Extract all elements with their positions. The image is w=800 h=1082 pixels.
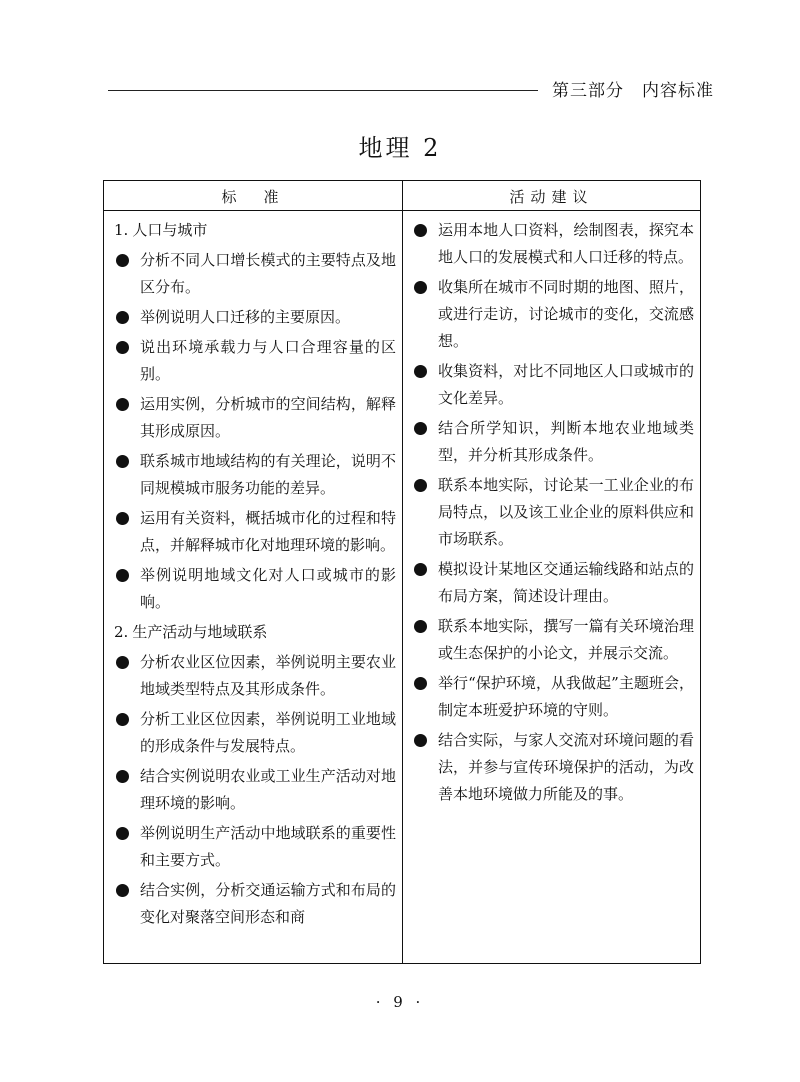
standard-item (114, 505, 396, 559)
activity-item-text: 收集资料，对比不同地区人口或城市的文化差异。 (438, 362, 694, 407)
standard-item-text: 举例说明生产活动中地域联系的重要性和主要方式。 (140, 824, 396, 869)
standards-column (114, 217, 396, 934)
standard-item-text: 分析工业区位因素，举例说明工业地域的形成条件与发展特点。 (140, 710, 396, 755)
activity-item (412, 556, 694, 610)
standard-item (114, 334, 396, 388)
standard-item (114, 247, 396, 301)
bullet-dot-icon (414, 422, 427, 435)
activity-item (412, 670, 694, 724)
activity-item (412, 274, 694, 355)
bullet-dot-icon (414, 734, 427, 747)
section-heading (114, 619, 396, 646)
standard-item (114, 304, 396, 331)
standard-item-text: 结合实例，分析交通运输方式和布局的变化对聚落空间形态和商 (140, 881, 396, 926)
header-standard: 标 准 (221, 188, 285, 206)
standard-item (114, 706, 396, 760)
activity-item (412, 415, 694, 469)
activity-item-text: 结合实际，与家人交流对环境问题的看法，并参与宣传环境保护的活动，为改善本地环境做力所能及的事。 (438, 731, 694, 803)
bullet-dot-icon (116, 713, 129, 726)
section-title: 生产活动与地域联系 (132, 623, 268, 641)
activity-item-text: 联系本地实际，撰写一篇有关环境治理或生态保护的小论文，并展示交流。 (438, 617, 694, 662)
page-title: 地理 2 (358, 134, 442, 162)
activity-item-text: 收集所在城市不同时期的地图、照片，或进行走访，讨论城市的变化，交流感想。 (438, 278, 694, 350)
activity-item (412, 727, 694, 808)
bullet-dot-icon (116, 455, 129, 468)
standard-item-text: 联系城市地域结构的有关理论，说明不同规模城市服务功能的差异。 (140, 452, 396, 497)
standard-item (114, 448, 396, 502)
standard-item (114, 649, 396, 703)
activity-item (412, 472, 694, 553)
standard-item (114, 562, 396, 616)
column-divider (402, 181, 403, 963)
bullet-dot-icon (116, 398, 129, 411)
standard-item-text: 举例说明人口迁移的主要原因。 (140, 308, 351, 326)
activity-item-text: 模拟设计某地区交通运输线路和站点的布局方案，简述设计理由。 (438, 560, 694, 605)
bullet-dot-icon (116, 254, 129, 267)
bullet-dot-icon (116, 512, 129, 525)
section-number: 1. (114, 221, 129, 239)
bullet-dot-icon (116, 311, 129, 324)
content-table (103, 180, 701, 964)
bullet-dot-icon (116, 884, 129, 897)
activity-item (412, 358, 694, 412)
standard-item-text: 举例说明地域文化对人口或城市的影响。 (140, 566, 396, 611)
header-rule (108, 90, 538, 91)
standard-item-text: 说出环境承载力与人口合理容量的区别。 (140, 338, 396, 383)
standard-item-text: 分析农业区位因素，举例说明主要农业地域类型特点及其形成条件。 (140, 653, 396, 698)
standard-item (114, 763, 396, 817)
header-activity: 活动建议 (509, 188, 594, 206)
bullet-dot-icon (414, 479, 427, 492)
bullet-dot-icon (116, 827, 129, 840)
bullet-dot-icon (414, 224, 427, 237)
activity-item-text: 运用本地人口资料，绘制图表，探究本地人口的发展模式和人口迁移的特点。 (438, 221, 694, 266)
section-heading (114, 217, 396, 244)
standard-item (114, 391, 396, 445)
bullet-dot-icon (414, 620, 427, 633)
standard-item-text: 分析不同人口增长模式的主要特点及地区分布。 (140, 251, 396, 296)
activity-item (412, 613, 694, 667)
activity-item-text: 结合所学知识，判断本地农业地域类型，并分析其形成条件。 (438, 419, 694, 464)
section-number: 2. (114, 623, 129, 641)
bullet-dot-icon (414, 281, 427, 294)
bullet-dot-icon (116, 341, 129, 354)
activity-item (412, 217, 694, 271)
activity-item-text: 联系本地实际，讨论某一工业企业的布局特点，以及该工业企业的原料供应和市场联系。 (438, 476, 694, 548)
standard-item (114, 820, 396, 874)
bullet-dot-icon (414, 563, 427, 576)
standard-item-text: 运用有关资料，概括城市化的过程和特点，并解释城市化对地理环境的影响。 (140, 509, 396, 554)
table-header-row (104, 181, 700, 211)
page-number: · 9 · (375, 993, 425, 1011)
standard-item-text: 结合实例说明农业或工业生产活动对地理环境的影响。 (140, 767, 396, 812)
bullet-dot-icon (116, 770, 129, 783)
bullet-dot-icon (414, 365, 427, 378)
bullet-dot-icon (414, 677, 427, 690)
bullet-dot-icon (116, 656, 129, 669)
standard-item-text: 运用实例，分析城市的空间结构，解释其形成原因。 (140, 395, 396, 440)
activities-column (412, 217, 694, 811)
running-header: 第三部分 内容标准 (552, 81, 714, 101)
activity-item-text: 举行“保护环境，从我做起”主题班会，制定本班爱护环境的守则。 (438, 674, 694, 719)
section-title: 人口与城市 (132, 221, 208, 239)
bullet-dot-icon (116, 569, 129, 582)
standard-item (114, 877, 396, 931)
